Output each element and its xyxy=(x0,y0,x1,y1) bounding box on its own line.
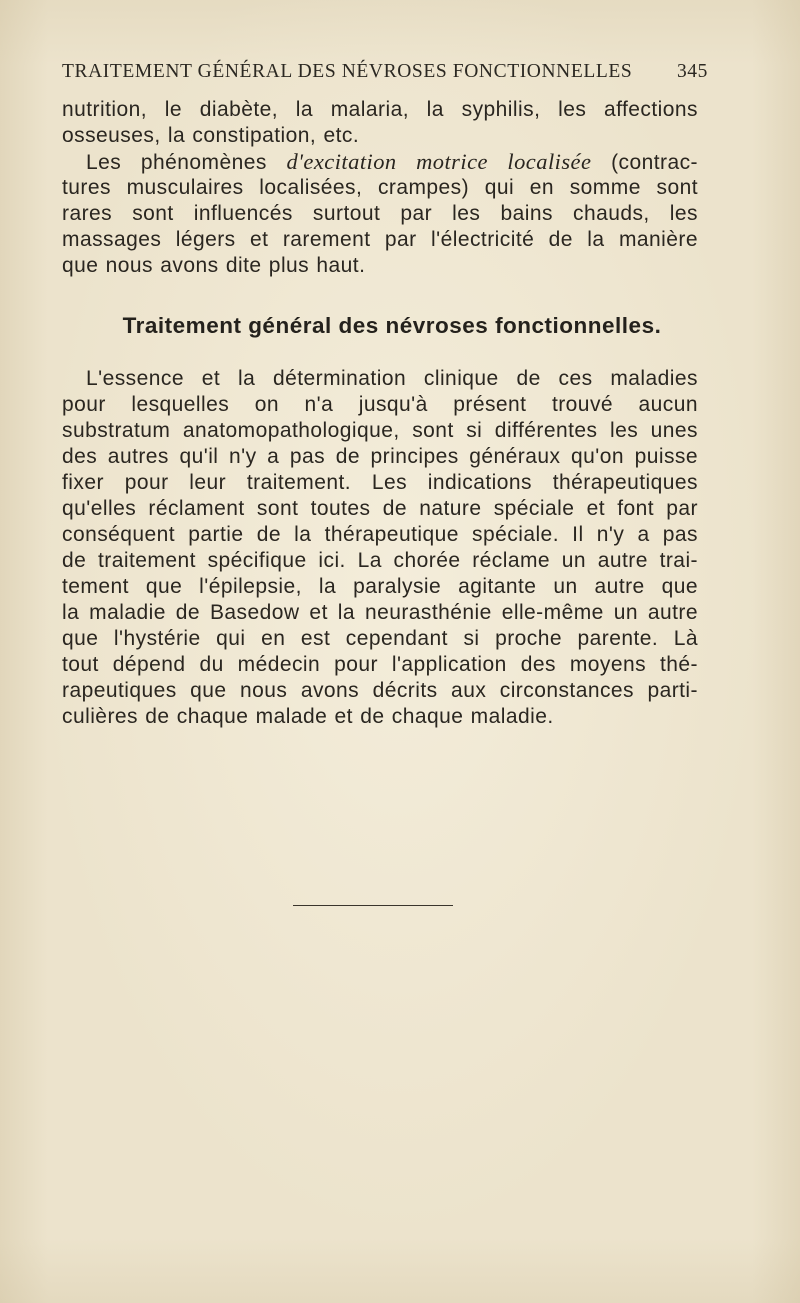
text-line: la maladie de Basedow et la neurasthénie elle-même un autre xyxy=(62,601,698,624)
text-line: rapeutiques que nous avons décrits aux circonstances parti- xyxy=(62,679,698,702)
text-line: tures musculaires localisées, crampes) qui en somme sont xyxy=(62,176,698,199)
text-line: que l'hystérie qui en est cependant si proche parente. Là xyxy=(62,627,698,650)
text-run: (contrac- xyxy=(591,151,698,174)
text-line: osseuses, la constipation, etc. xyxy=(62,124,360,147)
text-line: substratum anatomopathologique, sont si différentes les unes xyxy=(62,419,698,442)
text-line: des autres qu'il n'y a pas de principes généraux qu'on puisse xyxy=(62,445,698,468)
text-line: culières de chaque malade et de chaque maladie. xyxy=(62,705,554,728)
text-line: nutrition, le diabète, la malaria, la syphilis, les affections xyxy=(62,98,698,121)
running-header xyxy=(62,58,708,86)
text-line: que nous avons dite plus haut. xyxy=(62,254,366,277)
text-line: tement que l'épilepsie, la paralysie agitante un autre que xyxy=(62,575,698,598)
section-heading: Traitement général des névroses fonctionnelles. xyxy=(122,313,662,338)
paragraph-motor-excitation xyxy=(62,149,698,279)
text-line xyxy=(62,149,698,175)
section-end-rule xyxy=(293,905,453,906)
paragraph-continuation xyxy=(62,97,698,149)
text-line: fixer pour leur traitement. Les indications thérapeutiques xyxy=(62,471,698,494)
text-line: tout dépend du médecin pour l'application des moyens thé- xyxy=(62,653,698,676)
running-title: TRAITEMENT GÉNÉRAL DES NÉVROSES FONCTIONNELLES xyxy=(62,61,633,82)
text-line: L'essence et la détermination clinique de ces maladies xyxy=(86,367,698,390)
paragraph-functional-neuroses xyxy=(62,366,698,730)
text-line: conséquent partie de la thérapeutique spéciale. Il n'y a pas xyxy=(62,523,698,546)
text-line: qu'elles réclament sont toutes de nature spéciale et font par xyxy=(62,497,698,520)
text-line: pour lesquelles on n'a jusqu'à présent trouvé aucun xyxy=(62,393,698,416)
text-line: de traitement spécifique ici. La chorée réclame un autre trai- xyxy=(62,549,698,572)
text-line: rares sont influencés surtout par les bains chauds, les xyxy=(62,202,698,225)
text-run: Les phénomènes xyxy=(86,151,287,174)
italic-term: d'excitation motrice localisée xyxy=(286,149,592,174)
text-line: massages légers et rarement par l'électricité de la manière xyxy=(62,228,698,251)
page-number: 345 xyxy=(676,61,708,82)
